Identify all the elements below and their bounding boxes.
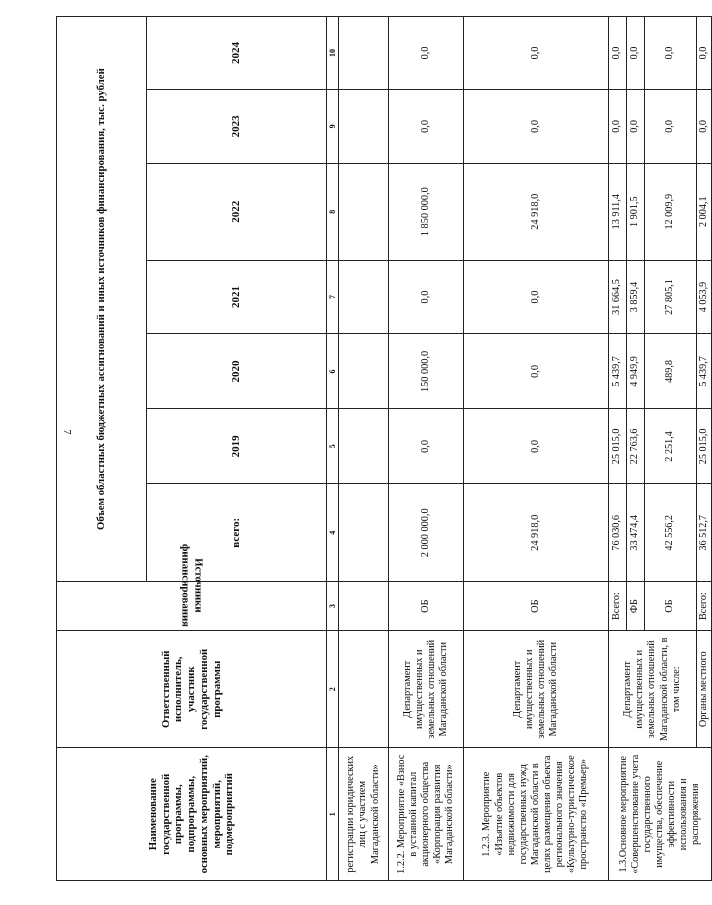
col-number: 7 — [327, 260, 339, 334]
value-cell: 24 918,0 — [464, 484, 609, 582]
header-year: 2020 — [147, 334, 327, 409]
source: ФБ — [627, 582, 645, 631]
col-number: 3 — [327, 582, 339, 631]
value-cell: 0,0 — [697, 89, 712, 163]
value-cell: 0,0 — [389, 17, 464, 90]
program-name: 1.2.3. Мероприятие «Изъятие объектов недвижимости для государственных нужд Магаданской области в целях размещения объекта регионального значения «Культурно-туристическое пространство «Премьер» — [464, 748, 609, 881]
source — [339, 582, 389, 631]
program-name: регистрации юридических лиц с участием Магаданской области» — [339, 748, 389, 881]
value-cell: 2 004,1 — [697, 163, 712, 260]
value-cell: 31 664,5 — [609, 260, 627, 334]
header-year: 2021 — [147, 260, 327, 334]
value-cell: 1 901,5 — [627, 163, 645, 260]
value-cell: 0,0 — [627, 17, 645, 90]
header-total: всего: — [147, 484, 327, 582]
col-number: 5 — [327, 409, 339, 484]
col-number: 4 — [327, 484, 339, 582]
value-cell — [339, 334, 389, 409]
executor: Департамент имущественных и земельных отношений Магаданской области, в том числе: — [609, 631, 697, 748]
col-number: 6 — [327, 334, 339, 409]
source: ОБ — [645, 582, 697, 631]
source: Всего: — [609, 582, 627, 631]
program-name: 1.3.Основное мероприятие «Совершенствование учета государственного имущества, обеспечение эффективности использования и распоряжения — [609, 748, 712, 881]
executor: Департамент имущественных и земельных отношений Магаданской области — [464, 631, 609, 748]
table-row — [464, 17, 609, 881]
col-number: 1 — [327, 748, 339, 881]
value-cell — [339, 89, 389, 163]
header-row — [57, 17, 147, 881]
header-year: 2024 — [147, 17, 327, 90]
value-cell: 0,0 — [389, 409, 464, 484]
source: ОБ — [389, 582, 464, 631]
column-number-row — [327, 17, 339, 881]
value-cell: 1 850 000,0 — [389, 163, 464, 260]
value-cell: 24 918,0 — [464, 163, 609, 260]
value-cell: 0,0 — [464, 409, 609, 484]
value-cell: 0,0 — [609, 89, 627, 163]
header-volume: Объем областных бюджетных ассигнований и иных источников финансирования, тыс. рублей — [57, 17, 147, 582]
value-cell — [339, 484, 389, 582]
value-cell: 2 251,4 — [645, 409, 697, 484]
value-cell: 42 556,2 — [645, 484, 697, 582]
value-cell: 0,0 — [389, 89, 464, 163]
source: ОБ — [464, 582, 609, 631]
executor: Департамент имущественных и земельных отношений Магаданской области — [389, 631, 464, 748]
executor — [339, 631, 389, 748]
header-executor: Ответственный исполнитель, участник государственной программы — [57, 631, 327, 748]
value-cell: 150 000,0 — [389, 334, 464, 409]
header-source: Источники финансирования — [57, 582, 327, 631]
value-cell: 0,0 — [389, 260, 464, 334]
value-cell: 27 805,1 — [645, 260, 697, 334]
table-row — [609, 17, 627, 881]
value-cell: 4 053,9 — [697, 260, 712, 334]
value-cell: 12 009,9 — [645, 163, 697, 260]
value-cell — [339, 163, 389, 260]
value-cell: 0,0 — [627, 89, 645, 163]
value-cell: 0,0 — [645, 89, 697, 163]
col-number: 2 — [327, 631, 339, 748]
program-funding-table — [56, 16, 712, 881]
executor: Органы местного — [697, 631, 712, 748]
value-cell — [339, 409, 389, 484]
program-name: 1.2.2. Мероприятие «Взнос в уставной капитал акционерного общества «Корпорация развития Магаданской области» — [389, 748, 464, 881]
col-number: 8 — [327, 163, 339, 260]
value-cell — [339, 17, 389, 90]
header-year: 2022 — [147, 163, 327, 260]
value-cell: 5 439,7 — [609, 334, 627, 409]
value-cell: 0,0 — [645, 17, 697, 90]
value-cell: 5 439,7 — [697, 334, 712, 409]
table-row — [389, 17, 464, 881]
value-cell: 13 911,4 — [609, 163, 627, 260]
value-cell: 0,0 — [609, 17, 627, 90]
value-cell: 4 949,9 — [627, 334, 645, 409]
value-cell: 0,0 — [464, 260, 609, 334]
header-year: 2023 — [147, 89, 327, 163]
value-cell — [339, 260, 389, 334]
value-cell: 25 015,0 — [609, 409, 627, 484]
value-cell: 33 474,4 — [627, 484, 645, 582]
value-cell: 0,0 — [464, 89, 609, 163]
value-cell: 0,0 — [464, 334, 609, 409]
value-cell: 489,8 — [645, 334, 697, 409]
value-cell: 36 512,7 — [697, 484, 712, 582]
value-cell: 3 859,4 — [627, 260, 645, 334]
value-cell: 0,0 — [697, 17, 712, 90]
col-number: 9 — [327, 89, 339, 163]
value-cell: 2 000 000,0 — [389, 484, 464, 582]
header-year: 2019 — [147, 409, 327, 484]
value-cell: 22 763,6 — [627, 409, 645, 484]
source: Всего: — [697, 582, 712, 631]
value-cell: 25 015,0 — [697, 409, 712, 484]
value-cell: 76 030,6 — [609, 484, 627, 582]
header-name: Наименование государственной программы, подпрограммы, основных мероприятий, мероприятий, подмероприятий — [57, 748, 327, 881]
rotated-page — [56, 16, 709, 881]
table-wrapper — [56, 16, 709, 881]
value-cell: 0,0 — [464, 17, 609, 90]
table-row — [339, 17, 389, 881]
page-number: 7 — [61, 429, 73, 435]
col-number: 10 — [327, 17, 339, 90]
